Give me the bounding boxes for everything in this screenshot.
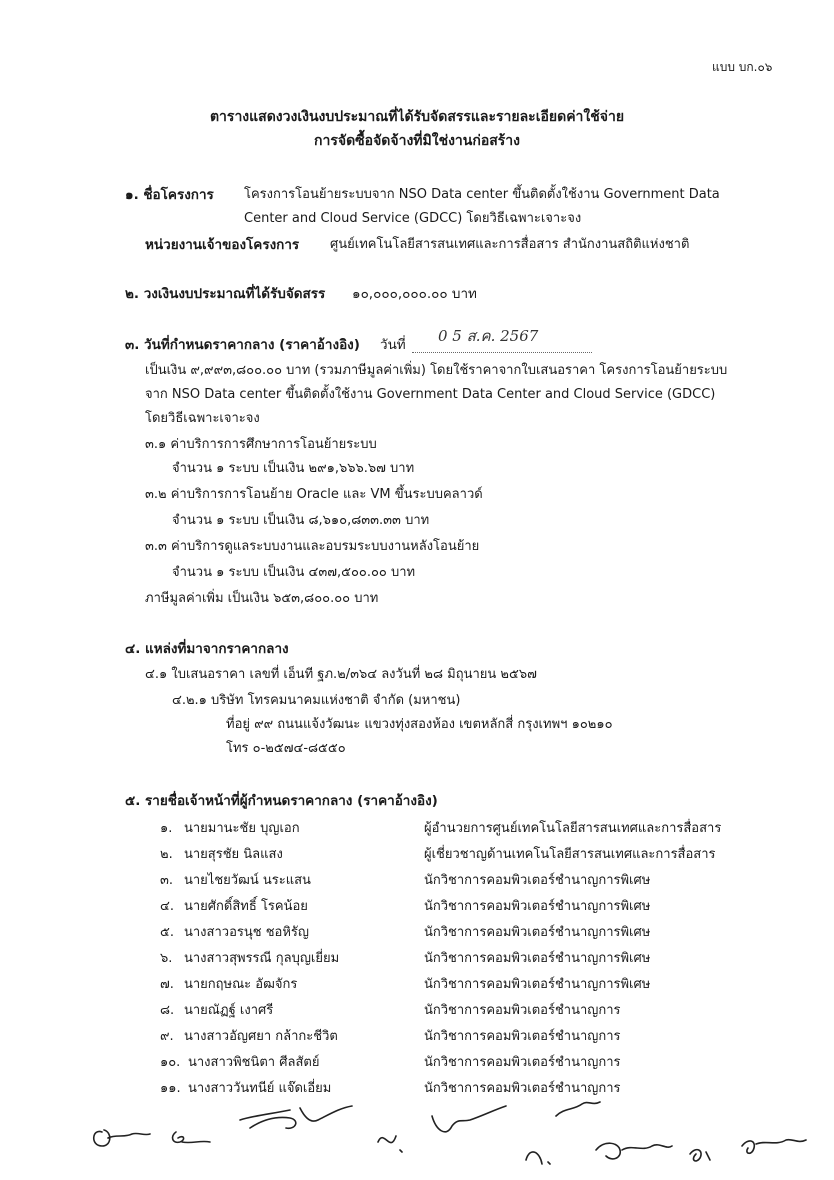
s1-owner-label: หน่วยงานเจ้าของโครงการ — [145, 237, 300, 253]
person-position: นักวิชาการคอมพิวเตอร์ชำนาญการพิเศษ — [424, 925, 651, 940]
person-number: ๒. — [160, 847, 173, 862]
person-number: ๔. — [160, 899, 174, 914]
s3-line2: จาก NSO Data center ขึ้นติดตั้งใช้งาน Government Data Center and Cloud Service (GDCC) — [145, 387, 716, 402]
person-name: นางสาวพิชนิตา ศีลสัตย์ — [188, 1055, 320, 1070]
s3-date-label: วันที่ — [380, 337, 406, 353]
signature-scribbles — [0, 1080, 834, 1180]
s3-line1: เป็นเงิน ๙,๙๙๓,๘๐๐.๐๐ บาท (รวมภาษีมูลค่าเพิ่ม) โดยใช้ราคาจากใบเสนอราคา โครงการโอนย้ายระบบ — [145, 363, 728, 378]
s1-name-line2: Center and Cloud Service (GDCC) โดยวิธีเฉพาะเจาะจง — [244, 211, 582, 226]
s3-item3-title: ๓.๓ ค่าบริการดูแลระบบงานและอบรมระบบงานหลังโอนย้าย — [145, 539, 480, 554]
date-dotted-line — [412, 352, 592, 353]
s3-item1-detail: จำนวน ๑ ระบบ เป็นเงิน ๒๙๑,๖๖๖.๖๗ บาท — [172, 461, 415, 476]
s4-label: ๔. แหล่งที่มาจากราคากลาง — [125, 641, 289, 657]
s3-date-value: 0 5 ส.ค. 2567 — [438, 327, 539, 345]
person-number: ๖. — [160, 951, 173, 966]
person-number: ๓. — [160, 873, 174, 888]
title-line-1: ตารางแสดงวงเงินงบประมาณที่ได้รับจัดสรรและรายละเอียดค่าใช้จ่าย — [209, 109, 625, 125]
s3-item2-detail: จำนวน ๑ ระบบ เป็นเงิน ๘,๖๑๐,๘๓๓.๓๓ บาท — [172, 513, 430, 528]
s3-vat: ภาษีมูลค่าเพิ่ม เป็นเงิน ๖๕๓,๘๐๐.๐๐ บาท — [145, 591, 379, 606]
person-position: นักวิชาการคอมพิวเตอร์ชำนาญการ — [424, 1055, 621, 1070]
person-number: ๙. — [160, 1029, 174, 1044]
person-name: นางสาวอรนุช ชอหิรัญ — [184, 925, 309, 940]
s4-line1: ๔.๑ ใบเสนอราคา เลขที่ เอ็นที ฐภ.๒/๓๖๔ ลงวันที่ ๒๘ มิถุนายน ๒๕๖๗ — [145, 667, 537, 682]
s1-label: ๑. ชื่อโครงการ — [125, 187, 214, 203]
person-position: นักวิชาการคอมพิวเตอร์ชำนาญการพิเศษ — [424, 873, 651, 888]
person-name: นางสาวอัญศยา กล้ากะชีวิต — [184, 1029, 338, 1044]
person-name: นายกฤษณะ อัฒจักร — [184, 977, 298, 992]
person-position: นักวิชาการคอมพิวเตอร์ชำนาญการพิเศษ — [424, 977, 651, 992]
s3-item3-detail: จำนวน ๑ ระบบ เป็นเงิน ๔๓๗,๕๐๐.๐๐ บาท — [172, 565, 416, 580]
s4-company: ๔.๒.๑ บริษัท โทรคมนาคมแห่งชาติ จำกัด (มหาชน) — [172, 693, 461, 708]
s4-address: ที่อยู่ ๙๙ ถนนแจ้งวัฒนะ แขวงทุ่งสองห้อง เขตหลักสี่ กรุงเทพฯ ๑๐๒๑๐ — [226, 717, 613, 732]
person-name: นางสาววันทนีย์ แจ๊ดเอี่ยม — [188, 1081, 332, 1096]
person-position: นักวิชาการคอมพิวเตอร์ชำนาญการพิเศษ — [424, 899, 651, 914]
person-number: ๑. — [160, 821, 173, 836]
s3-label: ๓. วันที่กำหนดราคากลาง (ราคาอ้างอิง) — [125, 337, 360, 353]
person-number: ๘. — [160, 1003, 175, 1018]
person-name: นายณัฏฐ์ เงาศรี — [184, 1003, 274, 1018]
s2-label: ๒. วงเงินงบประมาณที่ได้รับจัดสรร — [125, 286, 326, 302]
s2-value: ๑๐,๐๐๐,๐๐๐.๐๐ บาท — [352, 286, 477, 302]
person-number: ๑๐. — [160, 1055, 181, 1070]
person-number: ๑๑. — [160, 1081, 181, 1096]
form-code: แบบ บก.๐๖ — [712, 60, 773, 74]
person-position: ผู้เชี่ยวชาญด้านเทคโนโลยีสารสนเทศและการสื่อสาร — [424, 847, 716, 862]
person-name: นายสุรชัย นิลแสง — [184, 847, 283, 862]
person-position: นักวิชาการคอมพิวเตอร์ชำนาญการ — [424, 1081, 621, 1096]
s3-item2-title: ๓.๒ ค่าบริการการโอนย้าย Oracle และ VM ขึ้นระบบคลาวด์ — [145, 487, 483, 502]
s1-name-line1: โครงการโอนย้ายระบบจาก NSO Data center ขึ้นติดตั้งใช้งาน Government Data — [244, 187, 720, 202]
s1-owner-value: ศูนย์เทคโนโลยีสารสนเทศและการสื่อสาร สำนักงานสถิติแห่งชาติ — [330, 237, 690, 252]
person-position: นักวิชาการคอมพิวเตอร์ชำนาญการ — [424, 1003, 621, 1018]
s3-item1-title: ๓.๑ ค่าบริการการศึกษาการโอนย้ายระบบ — [145, 437, 377, 452]
title-line-2: การจัดซื้อจัดจ้างที่มิใช่งานก่อสร้าง — [314, 133, 520, 149]
s5-label: ๕. รายชื่อเจ้าหน้าที่ผู้กำหนดราคากลาง (ราคาอ้างอิง) — [125, 793, 438, 809]
person-name: นายมานะชัย บุญเอก — [184, 821, 300, 836]
person-position: ผู้อำนวยการศูนย์เทคโนโลยีสารสนเทศและการสื่อสาร — [424, 821, 722, 836]
person-name: นายไชยวัฒน์ นระแสน — [184, 873, 311, 888]
person-number: ๗. — [160, 977, 174, 992]
person-name: นางสาวสุพรรณี กุลบุญเยี่ยม — [184, 951, 340, 966]
person-position: นักวิชาการคอมพิวเตอร์ชำนาญการพิเศษ — [424, 951, 651, 966]
s4-phone: โทร ๐-๒๕๗๔-๘๕๕๐ — [226, 741, 346, 756]
s3-line3: โดยวิธีเฉพาะเจาะจง — [145, 411, 260, 426]
person-number: ๕. — [160, 925, 174, 940]
person-name: นายศักดิ์สิทธิ์ โรคน้อย — [184, 899, 308, 914]
person-position: นักวิชาการคอมพิวเตอร์ชำนาญการ — [424, 1029, 621, 1044]
